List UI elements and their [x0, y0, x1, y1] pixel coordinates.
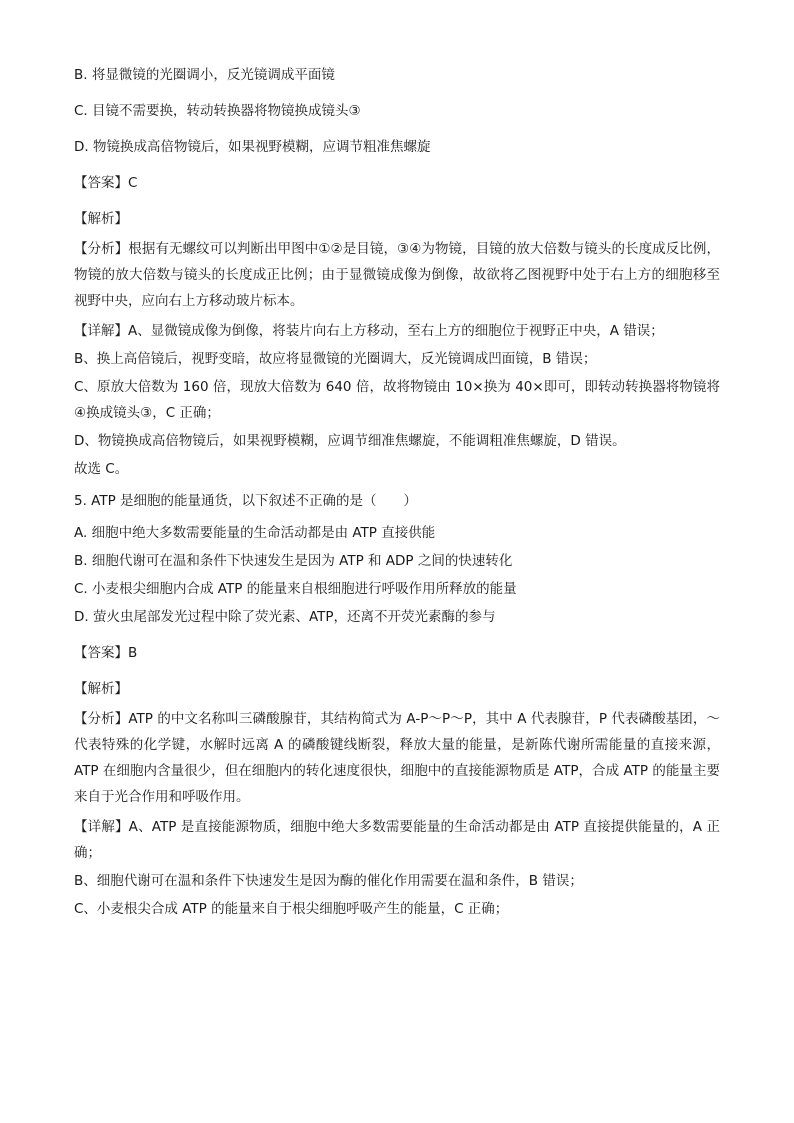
q5-detail-a: 【详解】A、ATP 是直接能源物质，细胞中绝大多数需要能量的生命活动都是由 ATP 直接提供能量的，A 正确；: [74, 819, 720, 861]
q5-detail-b: B、细胞代谢可在温和条件下快速发生是因为酶的催化作用需要在温和条件，B 错误；: [74, 873, 583, 889]
q4-option-b: B. 将显微镜的光圈调小，反光镜调成平面镜: [74, 67, 335, 83]
q5-analysis-heading: 【解析】: [74, 681, 128, 697]
q5-option-b: B. 细胞代谢可在温和条件下快速发生是因为 ATP 和 ADP 之间的快速转化: [74, 553, 513, 569]
q4-conclusion: 故选 C。: [74, 461, 129, 477]
q4-detail-b: B、换上高倍镜后，视野变暗，故应将显微镜的光圈调大，反光镜调成凹面镜，B 错误；: [74, 351, 597, 367]
q5-option-c: C. 小麦根尖细胞内合成 ATP 的能量来自根细胞进行呼吸作用所释放的能量: [74, 581, 517, 597]
q5-option-d: D. 萤火虫尾部发光过程中除了荧光素、ATP，还离不开荧光素酶的参与: [74, 609, 496, 625]
q4-option-c: C. 目镜不需要换，转动转换器将物镜换成镜头③: [74, 103, 361, 119]
q5-detail-c: C、小麦根尖合成 ATP 的能量来自于根尖细胞呼吸产生的能量，C 正确；: [74, 901, 509, 917]
document-page: [74, 62, 724, 924]
q4-detail-a: 【详解】A、显微镜成像为倒像，将装片向右上方移动，至右上方的细胞位于视野正中央，A 错误；: [74, 323, 664, 339]
q4-option-d: D. 物镜换成高倍物镜后，如果视野模糊，应调节粗准焦螺旋: [74, 139, 431, 155]
q4-detail-c: C、原放大倍数为 160 倍，现放大倍数为 640 倍，故将物镜由 10×换为 40×即可，即转动转换器将物镜将④换成镜头③，C 正确；: [74, 379, 720, 421]
q4-detail-d: D、物镜换成高倍物镜后，如果视野模糊，应调节细准焦螺旋，不能调粗准焦螺旋，D 错误。: [74, 433, 626, 449]
q5-analysis: 【分析】ATP 的中文名称叫三磷酸腺苷，其结构简式为 A-P～P～P，其中 A 代表腺苷，P 代表磷酸基团，～代表特殊的化学键，水解时远离 A 的磷酸键线断裂，释放大量的能量，是新陈代谢所需能量的直接来源，ATP 在细胞内含量很少，但在细胞内的转化速度很快，细胞中的直接能源物质是 ATP，合成 ATP 的能量主要来自于光合作用和呼吸作用。: [74, 711, 720, 805]
q4-analysis: 【分析】根据有无螺纹可以判断出甲图中①②是目镜，③④为物镜，目镜的放大倍数与镜头的长度成反比例，物镜的放大倍数与镜头的长度成正比例；由于显微镜成像为倒像，故欲将乙图视野中处于右上方的细胞移至视野中央，应向右上方移动玻片标本。: [74, 241, 720, 309]
q4-analysis-heading: 【解析】: [74, 211, 128, 227]
q4-answer: 【答案】C: [74, 175, 138, 191]
q5-answer: 【答案】B: [74, 645, 138, 661]
q5-stem: 5. ATP 是细胞的能量通货，以下叙述不正确的是（ ）: [74, 493, 418, 509]
q5-option-a: A. 细胞中绝大多数需要能量的生命活动都是由 ATP 直接供能: [74, 525, 436, 541]
